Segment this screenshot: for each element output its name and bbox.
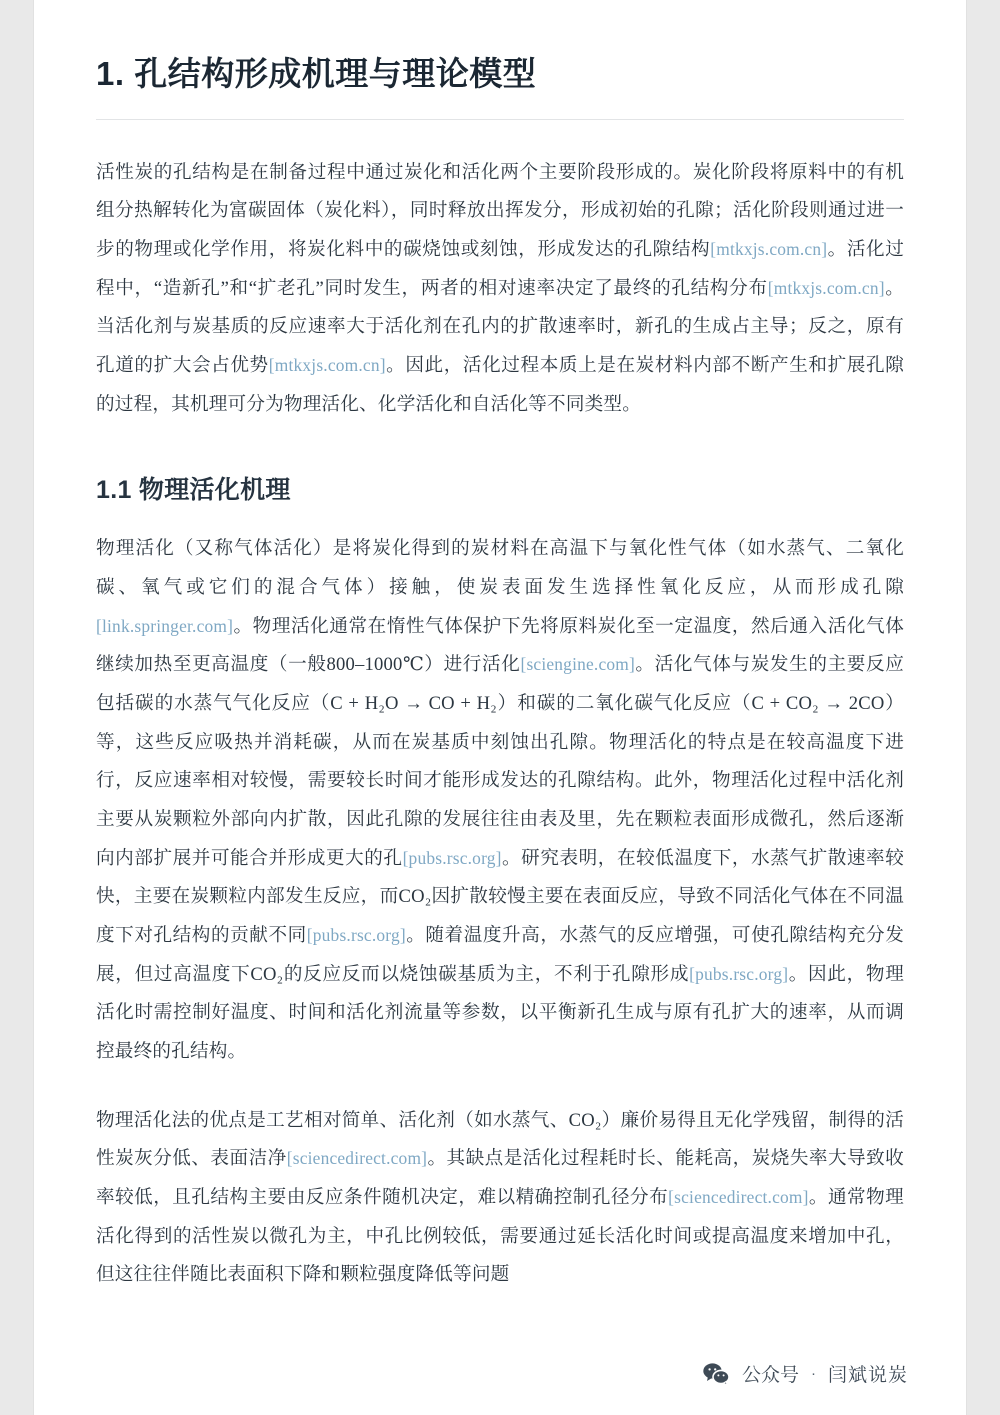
citation-link[interactable]: [pubs.rsc.org] bbox=[306, 924, 406, 945]
page-title: 1. 孔结构形成机理与理论模型 bbox=[96, 55, 537, 92]
citation-link[interactable]: [sciencedirect.com] bbox=[668, 1187, 809, 1207]
document-content bbox=[34, 0, 966, 1295]
citation-link[interactable]: [sciengine.com] bbox=[520, 654, 635, 675]
paragraph-text: 。活化过程中，“造新孔”和“扩老孔”同时发生，两者的相对速率决定了最终的孔结构分布 bbox=[96, 238, 904, 299]
paragraph-intro bbox=[96, 154, 904, 425]
paragraph-text: 物理活化法的优点是工艺相对简单、活化剂（如水蒸气、CO₂）廉价易得且无化学残留，制得的活性炭灰分低、表面洁净 bbox=[96, 1109, 904, 1170]
paragraph-text: 。物理活化通常在惰性气体保护下先将原料炭化至一定温度，然后通入活化气体继续加热至更高温度（一般800–1000℃）进行活化 bbox=[96, 615, 904, 676]
paragraph-text: 。当活化剂与炭基质的反应速率大于活化剂在孔内的扩散速率时，新孔的生成占主导；反之，原有孔道的扩大会占优势 bbox=[96, 277, 904, 376]
footer-brand bbox=[702, 1360, 908, 1387]
page-right-margin bbox=[966, 0, 1000, 1415]
document-page bbox=[34, 0, 966, 1415]
citation-link[interactable]: [mtkxjs.com.cn] bbox=[710, 238, 828, 259]
paragraph-physical-activation-mechanism bbox=[96, 530, 904, 1071]
section-heading-1-1: 1.1 物理活化机理 bbox=[96, 476, 291, 505]
paragraph-text: 物理活化（又称气体活化）是将炭化得到的炭材料在高温下与氧化性气体（如水蒸气、二氧化碳、氧气或它们的混合气体）接触，使炭表面发生选择性氧化反应，从而形成孔隙 bbox=[96, 538, 904, 598]
footer-separator: · bbox=[810, 1365, 816, 1382]
paragraph-text: 。因此，活化过程本质上是在炭材料内部不断产生和扩展孔隙的过程，其机理可分为物理活化、化学活化和自活化等不同类型。 bbox=[96, 354, 904, 415]
citation-link[interactable]: [mtkxjs.com.cn] bbox=[767, 277, 885, 298]
citation-link[interactable]: [pubs.rsc.org] bbox=[689, 963, 789, 984]
title-divider bbox=[96, 119, 904, 120]
footer-account-name: 闫斌说炭 bbox=[827, 1365, 908, 1386]
paragraph-text: 。因此，物理活化时需控制好温度、时间和活化剂流量等参数，以平衡新孔生成与原有孔扩大的速率，从而调控最终的孔结构。 bbox=[96, 963, 905, 1062]
paragraph-text: 。研究表明，在较低温度下，水蒸气扩散速率较快，主要在炭颗粒内部发生反应，而CO₂因扩散较慢主要在表面反应，导致不同活化气体在不同温度下对孔结构的贡献不同 bbox=[96, 847, 904, 946]
citation-link[interactable]: [mtkxjs.com.cn] bbox=[268, 354, 386, 375]
citation-link[interactable]: [link.springer.com] bbox=[96, 615, 234, 636]
paragraph-text: 。活化气体与炭发生的主要反应包括碳的水蒸气气化反应（C + H₂O → CO + H₂）和碳的二氧化碳气化反应（C + CO₂ → 2CO）等，这些反应吸热并消耗碳，从而在炭基质中刻蚀出孔隙。物理活化的特点是在较高温度下进行，反应速率相对较慢，需要较长时间才能形成发达的孔隙结构。此外，物理活化过程中活化剂主要从炭颗粒外部向内扩散，因此孔隙的发展往往由表及里，先在颗粒表面形成微孔，然后逐渐向内部扩展并可能合并形成更大的孔 bbox=[96, 654, 904, 869]
paragraph-text: 活性炭的孔结构是在制备过程中通过炭化和活化两个主要阶段形成的。炭化阶段将原料中的有机组分热解转化为富碳固体（炭化料），同时释放出挥发分，形成初始的孔隙；活化阶段则通过进一步的物理或化学作用，将炭化料中的碳烧蚀或刻蚀，形成发达的孔隙结构 bbox=[96, 161, 904, 260]
page-left-margin bbox=[0, 0, 34, 1415]
wechat-icon bbox=[702, 1362, 730, 1386]
paragraph-text: 。其缺点是活化过程耗时长、能耗高，炭烧失率大导致收率较低，且孔结构主要由反应条件随机决定，难以精确控制孔径分布 bbox=[96, 1148, 904, 1208]
paragraph-text: 。通常物理活化得到的活性炭以微孔为主，中孔比例较低，需要通过延长活化时间或提高温度来增加中孔，但这往往伴随比表面积下降和颗粒强度降低等问题 bbox=[96, 1187, 904, 1286]
paragraph-text: 。随着温度升高，水蒸气的反应增强，可使孔隙结构充分发展，但过高温度下CO₂的反应反而以烧蚀碳基质为主，不利于孔隙形成 bbox=[96, 924, 905, 985]
citation-link[interactable]: [sciencedirect.com] bbox=[286, 1148, 428, 1169]
paragraph-physical-activation-pros-cons bbox=[96, 1102, 904, 1295]
citation-link[interactable]: [pubs.rsc.org] bbox=[402, 847, 502, 868]
footer-platform-label: 公众号 bbox=[741, 1365, 799, 1386]
